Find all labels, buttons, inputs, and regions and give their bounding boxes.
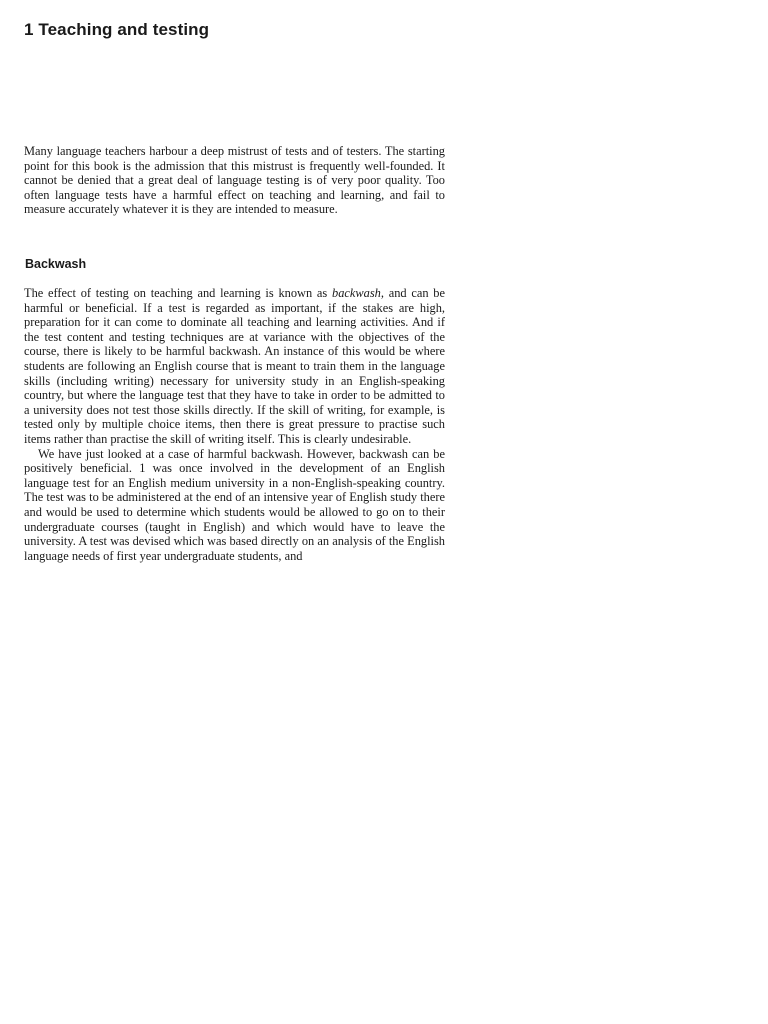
backwash-paragraph-2: We have just looked at a case of harmful backwash. However, backwash can be positively beneficial. 1 was once involved in the development of an English language test for an English medium university in a non-English-speaking country. The test was to be administered at the end of an intensive year of English study there and would be used to determine which students would be allowed to go on to their undergraduate courses (taught in English) and which would have to leave the university. A test was devised which was based directly on an analysis of the English language needs of first year undergraduate students, and bbox=[24, 446, 445, 563]
backwash-section-body bbox=[24, 286, 445, 563]
intro-paragraph: Many language teachers harbour a deep mistrust of tests and of testers. The starting point for this book is the admission that this mistrust is frequently well-founded. It cannot be denied that a great deal of language testing is of very poor quality. Too often language tests have a harmful effect on teaching and learning, and fail to measure accurately whatever it is they are intended to measure. bbox=[24, 144, 445, 217]
chapter-title: 1 Teaching and testing bbox=[24, 20, 210, 39]
paragraph-1-lead: The effect of testing on teaching and learning is known as bbox=[24, 286, 332, 300]
term-backwash: backwash, bbox=[332, 286, 384, 300]
section-heading-backwash: Backwash bbox=[25, 257, 87, 271]
backwash-paragraph-1 bbox=[24, 286, 445, 447]
paragraph-1-rest: and can be harmful or beneficial. If a test is regarded as important, if the stakes are high, preparation for it can come to dominate all teaching and learning activities. And if the test content and testing techniques are at variance with the objectives of the course, there is likely to be harmful backwash. An instance of this would be where students are following an English course that is meant to train them in the language skills (including writing) necessary for university study in an English-speaking country, but where the language test that they have to take in order to be admitted to a university does not test those skills directly. If the skill of writing, for example, is tested only by multiple choice items, then there is great pressure to practise such items rather than practise the skill of writing itself. This is clearly undesirable. bbox=[24, 286, 445, 446]
